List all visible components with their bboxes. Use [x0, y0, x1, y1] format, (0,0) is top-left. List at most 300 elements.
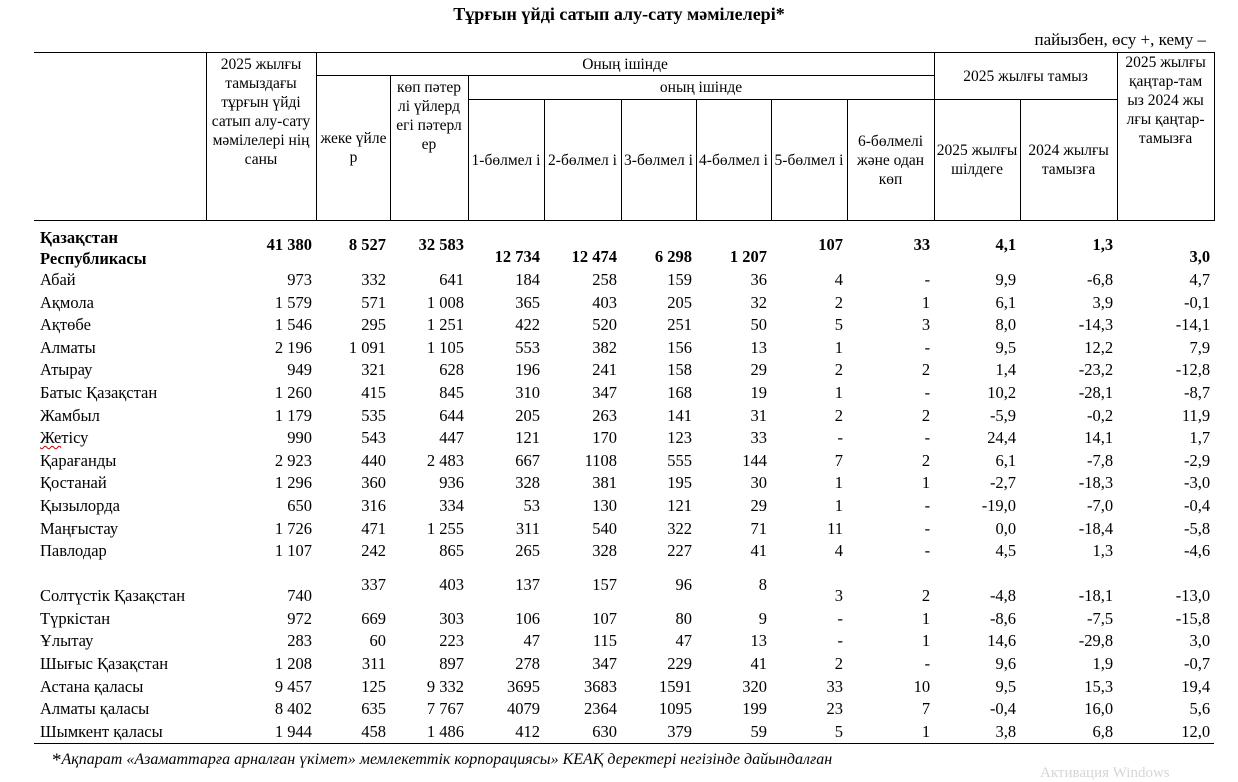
cell-4-room: 41 — [750, 653, 767, 673]
cell-5-room: - — [837, 428, 843, 448]
header-6-plus-room: 6-бөлмелі және одан көп — [847, 100, 934, 221]
cell-apartments: 1 008 — [426, 292, 464, 312]
cell-2-room: 157 — [592, 574, 617, 594]
cell-2-room: 263 — [592, 405, 617, 425]
table-row — [34, 472, 1214, 495]
region-name: Ақмола — [40, 292, 94, 312]
header-5-room: 5-бөлмел і — [771, 100, 847, 221]
cell-1-room: 278 — [515, 653, 540, 673]
cell-6-plus-room: 33 — [913, 234, 931, 254]
cell-vs-july: 10,2 — [987, 382, 1017, 402]
cell-4-room: 9 — [758, 608, 767, 628]
table-row — [34, 630, 1214, 653]
cell-1-room: 106 — [515, 608, 540, 628]
cell-total: 740 — [287, 586, 312, 606]
cell-2-room: 347 — [592, 653, 617, 673]
cell-3-room: 229 — [667, 653, 692, 673]
cell-3-room: 96 — [675, 574, 692, 594]
cell-3-room: 141 — [667, 405, 692, 425]
cell-2-room: 540 — [592, 518, 617, 538]
table-row — [34, 450, 1214, 473]
table-row — [34, 427, 1214, 450]
cell-total: 990 — [287, 428, 312, 448]
cell-5-room: 4 — [834, 270, 843, 289]
region-name: Астана қаласы — [40, 676, 144, 696]
region-name: Қарағанды — [40, 450, 117, 470]
cell-private: 337 — [361, 574, 386, 594]
cell-vs-aug-2024: 3,9 — [1092, 292, 1114, 312]
cell-1-room: 137 — [515, 574, 540, 594]
cell-2-room: 382 — [592, 337, 617, 357]
cell-private: 440 — [361, 450, 386, 470]
cell-2-room: 130 — [592, 495, 617, 515]
cell-jan-aug: -3,0 — [1183, 473, 1211, 493]
cell-6-plus-room: - — [924, 518, 931, 538]
cell-1-room: 205 — [515, 405, 540, 425]
cell-6-plus-room: 2 — [921, 450, 931, 470]
region-name: Атырау — [40, 360, 93, 380]
cell-vs-aug-2024: -28,1 — [1078, 382, 1114, 402]
cell-vs-july: 14,6 — [987, 631, 1017, 651]
cell-private: 571 — [361, 292, 386, 312]
cell-6-plus-room: 1 — [847, 721, 934, 744]
cell-2-room: 170 — [592, 428, 617, 448]
header-vs-july-2025: 2025 жылғы шілдеге — [934, 100, 1020, 221]
cell-4-room: 8 — [758, 574, 767, 594]
header-private-houses: жеке үйлер — [316, 76, 390, 221]
cell-2-room: 630 — [544, 721, 621, 744]
cell-vs-july: 6,1 — [995, 292, 1017, 312]
cell-total: 1 726 — [274, 518, 312, 538]
cell-6-plus-room: 7 — [921, 699, 931, 719]
cell-apartments: 1 486 — [390, 721, 468, 744]
cell-6-plus-room: 2 — [921, 586, 931, 606]
cell-2-room: 347 — [592, 382, 617, 402]
cell-vs-july: 8,0 — [995, 315, 1017, 335]
cell-private: 242 — [361, 541, 386, 561]
cell-jan-aug: 3,0 — [1189, 247, 1211, 267]
cell-private: 669 — [361, 608, 386, 628]
page-title: Тұрғын үйді сатып алу-сату мәмілелері* — [453, 4, 785, 24]
cell-5-room: 33 — [826, 676, 843, 696]
cell-2-room: 12 474 — [571, 247, 617, 267]
region-name: Ақтөбе — [40, 315, 91, 335]
cell-3-room: 123 — [667, 428, 692, 448]
cell-total: 973 — [287, 270, 312, 289]
cell-3-room: 251 — [667, 315, 692, 335]
cell-5-room: 1 — [834, 473, 843, 493]
cell-vs-july: 0,0 — [995, 518, 1017, 538]
cell-total: 949 — [287, 360, 312, 380]
cell-4-room: 71 — [750, 518, 767, 538]
cell-3-room: 80 — [675, 608, 692, 628]
cell-vs-aug-2024: -29,8 — [1078, 631, 1114, 651]
header-of-which: Оның ішінде — [316, 53, 934, 76]
cell-apartments: 7 767 — [426, 699, 464, 719]
cell-1-room: 422 — [515, 315, 540, 335]
cell-4-room: 13 — [750, 337, 767, 357]
cell-2-room: 2364 — [584, 699, 617, 719]
region-name: Ұлытау — [40, 631, 94, 651]
cell-4-room: 41 — [750, 541, 767, 561]
cell-vs-aug-2024: -23,2 — [1078, 360, 1114, 380]
cell-vs-july: 4,5 — [995, 541, 1017, 561]
cell-total: 41 380 — [266, 234, 312, 254]
footnote: *Ақпарат «Азаматтарға арналған үкімет» мемлекеттік корпорациясы» КЕАҚ деректері негізінде дайындалған — [52, 750, 833, 771]
cell-apartments: 897 — [439, 653, 464, 673]
cell-4-room: 59 — [696, 721, 771, 744]
cell-jan-aug: -13,0 — [1175, 586, 1211, 606]
cell-5-room: 5 — [834, 315, 843, 335]
cell-jan-aug: 1,7 — [1189, 428, 1211, 448]
cell-vs-aug-2024: -0,2 — [1086, 405, 1114, 425]
cell-3-room: 227 — [667, 541, 692, 561]
cell-jan-aug: -14,1 — [1175, 315, 1211, 335]
header-2-room: 2-бөлмел і — [544, 100, 621, 221]
cell-2-room: 520 — [592, 315, 617, 335]
cell-2-room: 115 — [592, 631, 617, 651]
cell-5-room: 1 — [834, 495, 843, 515]
cell-private: 360 — [361, 473, 386, 493]
cell-2-room: 241 — [592, 360, 617, 380]
region-name: Алматы — [40, 337, 96, 357]
cell-private: 125 — [361, 676, 386, 696]
cell-3-room: 205 — [667, 292, 692, 312]
cell-vs-july: 6,1 — [995, 450, 1017, 470]
cell-total: 1 260 — [274, 382, 312, 402]
cell-3-room: 1095 — [659, 699, 692, 719]
cell-6-plus-room: 1 — [921, 473, 931, 493]
cell-1-room: 265 — [515, 541, 540, 561]
table-row — [34, 337, 1214, 360]
cell-2-room: 1108 — [584, 450, 617, 470]
cell-1-room: 311 — [515, 518, 540, 538]
cell-3-room: 195 — [667, 473, 692, 493]
cell-private: 60 — [369, 631, 386, 651]
cell-4-room: 36 — [750, 270, 767, 289]
cell-1-room: 47 — [523, 631, 540, 651]
cell-3-room: 159 — [667, 270, 692, 289]
cell-apartments: 303 — [439, 608, 464, 628]
cell-total: 8 402 — [274, 699, 312, 719]
cell-jan-aug: -0,4 — [1183, 495, 1211, 515]
cell-apartments: 628 — [439, 360, 464, 380]
cell-2-room: 381 — [592, 473, 617, 493]
region-name: Түркістан — [40, 608, 111, 628]
cell-total: 1 107 — [274, 541, 312, 561]
table-row — [34, 269, 1214, 292]
cell-private: 535 — [361, 405, 386, 425]
cell-1-room: 667 — [515, 450, 540, 470]
cell-2-room: 403 — [592, 292, 617, 312]
cell-jan-aug: -8,7 — [1183, 382, 1211, 402]
cell-apartments: 936 — [439, 473, 464, 493]
cell-1-room: 365 — [515, 292, 540, 312]
cell-vs-july: -5,9 — [989, 405, 1017, 425]
cell-4-room: 320 — [742, 676, 767, 696]
cell-vs-aug-2024: 1,3 — [1092, 541, 1114, 561]
region-name: Алматы қаласы — [40, 699, 150, 719]
table-row — [34, 698, 1214, 721]
cell-private: 1 091 — [348, 337, 386, 357]
cell-vs-july: 9,6 — [995, 653, 1017, 673]
cell-5-room: 3 — [834, 586, 843, 606]
region-name: Жамбыл — [40, 405, 100, 425]
cell-1-room: 328 — [515, 473, 540, 493]
cell-apartments: 32 583 — [418, 234, 464, 254]
cell-3-room: 322 — [667, 518, 692, 538]
region-name: Қостанай — [40, 473, 107, 493]
cell-3-room: 168 — [667, 382, 692, 402]
region-name: Солтүстік Қазақстан — [40, 586, 186, 606]
region-name: Шығыс Қазақстан — [40, 653, 169, 673]
cell-4-room: 50 — [750, 315, 767, 335]
cell-apartments: 403 — [439, 574, 464, 594]
cell-vs-aug-2024: 1,3 — [1092, 234, 1114, 254]
cell-jan-aug: -4,6 — [1183, 541, 1211, 561]
header-aug-2025: 2025 жылғы тамыз — [934, 53, 1117, 100]
cell-jan-aug: 19,4 — [1181, 676, 1211, 696]
cell-jan-aug: 11,9 — [1181, 405, 1211, 425]
cell-private: 8 527 — [348, 234, 386, 254]
cell-total: 1 179 — [274, 405, 312, 425]
cell-vs-aug-2024: -6,8 — [1086, 270, 1114, 289]
cell-jan-aug: 7,9 — [1189, 337, 1211, 357]
cell-6-plus-room: - — [924, 337, 931, 357]
cell-6-plus-room: 1 — [921, 292, 931, 312]
table-row — [34, 676, 1214, 699]
cell-1-room: 12 734 — [494, 247, 540, 267]
cell-vs-aug-2024: -18,3 — [1078, 473, 1114, 493]
cell-private: 311 — [361, 653, 386, 673]
table-row — [34, 608, 1214, 631]
cell-2-room: 258 — [592, 270, 617, 289]
cell-vs-july: -8,6 — [989, 608, 1017, 628]
cell-6-plus-room: 1 — [921, 608, 931, 628]
cell-vs-aug-2024: -7,8 — [1086, 450, 1114, 470]
cell-vs-july: 9,9 — [995, 270, 1017, 289]
cell-5-room: 2 — [834, 292, 843, 312]
region-name: Павлодар — [40, 541, 107, 561]
cell-1-room: 196 — [515, 360, 540, 380]
cell-total: 1 208 — [274, 653, 312, 673]
cell-5-room: - — [837, 631, 843, 651]
cell-total: 650 — [287, 495, 312, 515]
cell-total: 283 — [287, 631, 312, 651]
header-region-blank — [34, 53, 206, 221]
cell-5-room: 107 — [818, 234, 843, 254]
cell-private: 415 — [361, 382, 386, 402]
cell-5-room: 1 — [834, 382, 843, 402]
cell-6-plus-room: - — [924, 653, 931, 673]
cell-4-room: 144 — [742, 450, 767, 470]
cell-5-room: 23 — [826, 699, 843, 719]
cell-jan-aug: 12,0 — [1117, 721, 1214, 744]
cell-4-room: 30 — [750, 473, 767, 493]
cell-5-room: 11 — [827, 518, 843, 538]
header-vs-aug-2024: 2024 жылғы тамызға — [1020, 100, 1117, 221]
cell-6-plus-room: - — [924, 428, 931, 448]
cell-3-room: 121 — [667, 495, 692, 515]
cell-4-room: 31 — [750, 405, 767, 425]
table-row — [34, 518, 1214, 541]
cell-4-room: 199 — [742, 699, 767, 719]
cell-jan-aug: 3,0 — [1189, 631, 1211, 651]
cell-6-plus-room: 1 — [921, 631, 931, 651]
cell-vs-july: -4,8 — [989, 586, 1017, 606]
cell-jan-aug: -5,8 — [1183, 518, 1211, 538]
cell-apartments: 223 — [439, 631, 464, 651]
header-total-deals: 2025 жылғы тамыздағы тұрғын үйді сатып алу-сату мәмілелері нің саны — [206, 53, 316, 221]
cell-jan-aug: 5,6 — [1189, 699, 1211, 719]
cell-4-room: 29 — [750, 495, 767, 515]
header-apartments: көп пәтерлі үйлерд егі пәтерл ер — [390, 76, 468, 221]
cell-vs-july: -0,4 — [989, 699, 1017, 719]
cell-private: 458 — [316, 721, 390, 744]
table-row — [34, 563, 1214, 608]
cell-jan-aug: -12,8 — [1175, 360, 1211, 380]
os-activation-watermark: Активация Windows — [1040, 765, 1170, 781]
cell-total: 2 923 — [274, 450, 312, 470]
cell-5-room: 1 — [834, 337, 843, 357]
cell-jan-aug: -15,8 — [1175, 608, 1211, 628]
cell-vs-aug-2024: 12,2 — [1084, 337, 1114, 357]
region-name: Маңғыстау — [40, 518, 119, 538]
cell-2-room: 107 — [592, 608, 617, 628]
cell-4-room: 19 — [750, 382, 767, 402]
cell-vs-aug-2024: -18,1 — [1078, 586, 1114, 606]
cell-private: 295 — [361, 315, 386, 335]
table-row — [34, 721, 1214, 744]
cell-apartments: 845 — [439, 382, 464, 402]
cell-1-room: 553 — [515, 337, 540, 357]
cell-1-room: 310 — [515, 382, 540, 402]
cell-apartments: 1 255 — [426, 518, 464, 538]
cell-apartments: 1 251 — [426, 315, 464, 335]
cell-3-room: 555 — [667, 450, 692, 470]
cell-5-room: 2 — [834, 405, 843, 425]
cell-1-room: 53 — [523, 495, 540, 515]
cell-total: 1 296 — [274, 473, 312, 493]
cell-vs-aug-2024: 16,0 — [1084, 699, 1114, 719]
cell-private: 543 — [361, 428, 386, 448]
table-row — [34, 653, 1214, 676]
cell-6-plus-room: 2 — [921, 405, 931, 425]
cell-3-room: 156 — [667, 337, 692, 357]
cell-apartments: 641 — [439, 270, 464, 289]
cell-5-room: 2 — [834, 360, 843, 380]
cell-jan-aug: -0,1 — [1183, 292, 1211, 312]
cell-6-plus-room: 10 — [913, 676, 931, 696]
cell-apartments: 865 — [439, 541, 464, 561]
region-name: Жетісу — [40, 428, 89, 448]
cell-1-room: 3695 — [507, 676, 540, 696]
region-name: Қызылорда — [40, 495, 120, 515]
cell-vs-aug-2024: 14,1 — [1084, 428, 1114, 448]
cell-vs-aug-2024: -7,5 — [1086, 608, 1114, 628]
cell-4-room: 13 — [750, 631, 767, 651]
unit-note: пайызбен, өсу +, кему – — [1034, 30, 1206, 49]
cell-vs-july: 9,5 — [995, 676, 1017, 696]
region-name: Батыс Қазақстан — [40, 382, 158, 402]
cell-4-room: 29 — [750, 360, 767, 380]
cell-vs-july: 24,4 — [987, 428, 1017, 448]
cell-total: 1 579 — [274, 292, 312, 312]
cell-6-plus-room: - — [924, 382, 931, 402]
cell-4-room: 32 — [750, 292, 767, 312]
cell-2-room: 3683 — [584, 676, 617, 696]
cell-5-room: 4 — [834, 541, 843, 561]
cell-jan-aug: -0,7 — [1183, 653, 1211, 673]
cell-vs-aug-2024: -14,3 — [1078, 315, 1114, 335]
cell-vs-aug-2024: -18,4 — [1078, 518, 1114, 538]
cell-3-room: 47 — [675, 631, 692, 651]
table-row — [34, 382, 1214, 405]
cell-6-plus-room: - — [924, 495, 931, 515]
cell-private: 332 — [361, 270, 386, 289]
cell-vs-july: 1,4 — [995, 360, 1017, 380]
cell-total: 972 — [287, 608, 312, 628]
cell-vs-aug-2024: 6,8 — [1020, 721, 1117, 744]
cell-apartments: 1 105 — [426, 337, 464, 357]
cell-1-room: 184 — [515, 270, 540, 289]
cell-jan-aug: 4,7 — [1189, 270, 1211, 289]
region-name: Қазақстан Республикасы — [40, 228, 147, 268]
header-4-room: 4-бөлмел і — [696, 100, 771, 221]
cell-apartments: 2 483 — [426, 450, 464, 470]
cell-5-room: 2 — [834, 653, 843, 673]
cell-6-plus-room: - — [924, 541, 931, 561]
cell-vs-aug-2024: -7,0 — [1086, 495, 1114, 515]
table-row — [34, 405, 1214, 428]
table-row — [34, 292, 1214, 315]
cell-6-plus-room: 3 — [921, 315, 931, 335]
cell-3-room: 6 298 — [654, 247, 692, 267]
cell-vs-aug-2024: 1,9 — [1092, 653, 1114, 673]
table-row-total — [34, 221, 1214, 270]
cell-6-plus-room: 2 — [921, 360, 931, 380]
cell-private: 635 — [361, 699, 386, 719]
cell-total: 9 457 — [274, 676, 312, 696]
cell-3-room: 158 — [667, 360, 692, 380]
cell-private: 321 — [361, 360, 386, 380]
region-name: Шымкент қаласы — [34, 721, 206, 744]
cell-vs-july: -2,7 — [989, 473, 1017, 493]
cell-1-room: 4079 — [507, 699, 540, 719]
cell-6-plus-room: - — [924, 270, 931, 289]
cell-total: 2 196 — [274, 337, 312, 357]
deals-table — [34, 52, 1215, 744]
cell-5-room: - — [837, 608, 843, 628]
cell-apartments: 447 — [439, 428, 464, 448]
cell-vs-july: 3,8 — [934, 721, 1020, 744]
cell-3-room: 1591 — [659, 676, 692, 696]
header-jan-aug-compare: 2025 жылғы қаңтар-тамыз 2024 жылғы қаңтар-тамызға — [1117, 53, 1214, 221]
header-of-which-sub: оның ішінде — [468, 76, 934, 100]
cell-total: 1 944 — [206, 721, 316, 744]
cell-apartments: 334 — [439, 495, 464, 515]
cell-1-room: 412 — [468, 721, 544, 744]
cell-vs-july: 4,1 — [995, 234, 1017, 254]
cell-3-room: 379 — [621, 721, 696, 744]
cell-4-room: 1 207 — [729, 247, 767, 267]
cell-total: 1 546 — [274, 315, 312, 335]
region-name: Абай — [40, 270, 76, 289]
cell-vs-aug-2024: 15,3 — [1084, 676, 1114, 696]
cell-apartments: 644 — [439, 405, 464, 425]
cell-private: 316 — [361, 495, 386, 515]
header-3-room: 3-бөлмел і — [621, 100, 696, 221]
